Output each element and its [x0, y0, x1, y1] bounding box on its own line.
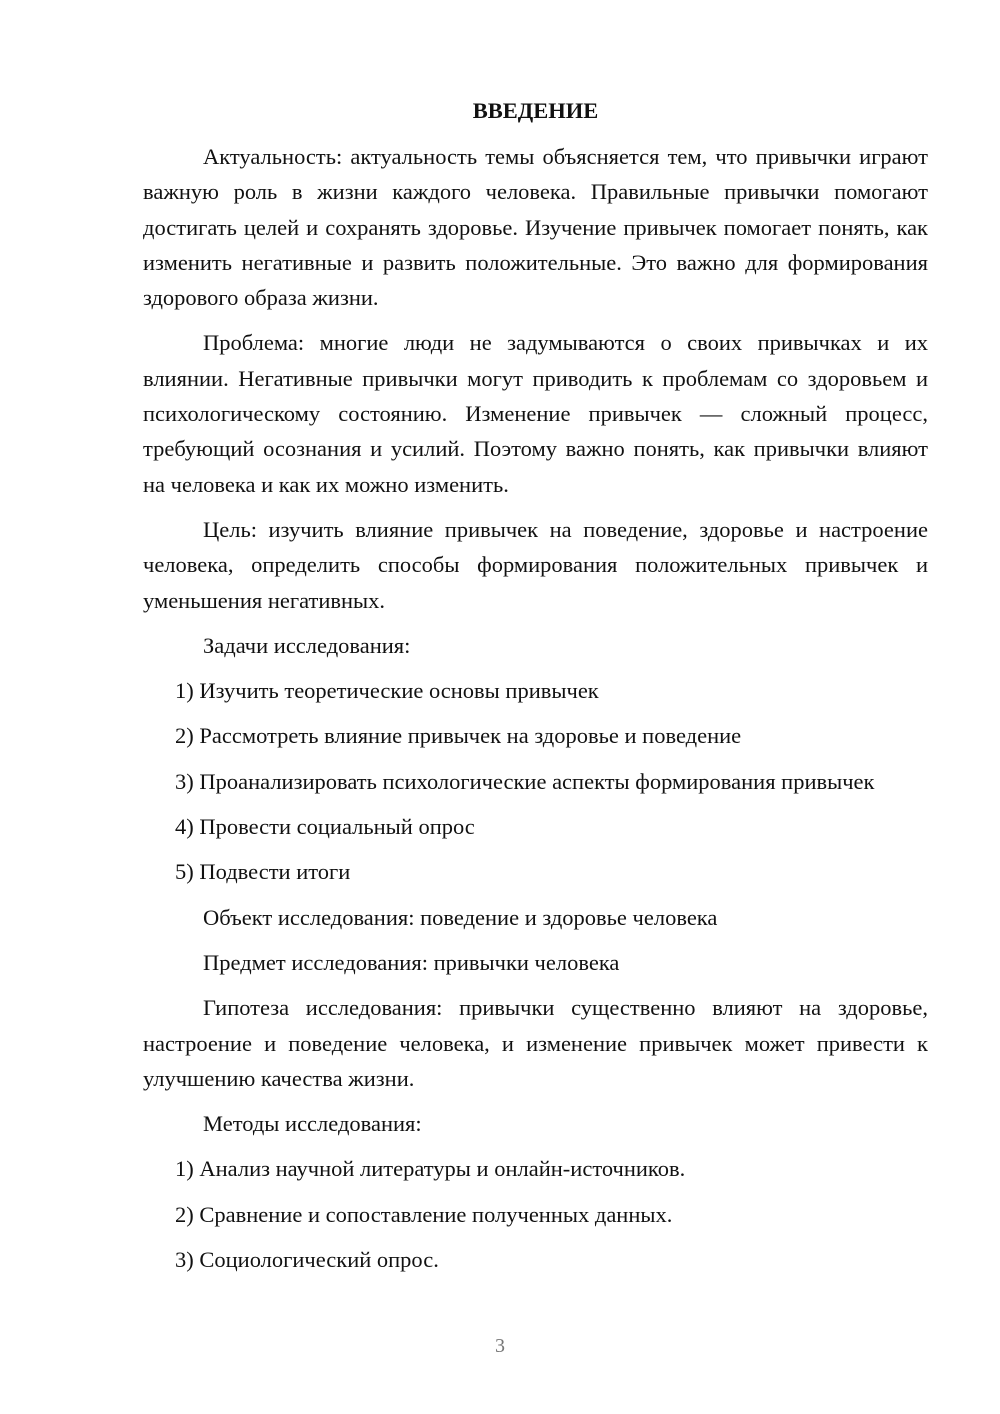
task-item: 1) Изучить теоретические основы привычек: [175, 678, 599, 704]
method-item: 3) Социологический опрос.: [175, 1247, 439, 1273]
paragraph-subject: Предмет исследования: привычки человека: [203, 949, 620, 975]
paragraph-problem: Проблема: многие люди не задумываются о своих привычках и их влиянии. Негативные привычки могут приводить к проблемам со здоровьем и психологическому состоянию. Изменение привычек — сложный процесс, требующий осознания и усилий. Поэтому важно понять, как привычки влияют на человека и как их можно изменить.: [143, 330, 928, 497]
method-item: 1) Анализ научной литературы и онлайн-источников.: [175, 1156, 686, 1182]
task-item: 5) Подвести итоги: [175, 859, 351, 885]
paragraph-goal: Цель: изучить влияние привычек на поведение, здоровье и настроение человека, определить способы формирования положительных привычек и уменьшения негативных.: [143, 516, 928, 613]
page-content: [143, 95, 928, 1287]
page-number: 3: [495, 1335, 505, 1357]
task-item: 3) Проанализировать психологические аспекты формирования привычек: [175, 768, 875, 794]
tasks-heading: Задачи исследования:: [203, 632, 411, 658]
paragraph-relevance: Актуальность: актуальность темы объясняется тем, что привычки играют важную роль в жизни каждого человека. Правильные привычки помогают достигать целей и сохранять здоровье. Изучение привычек помогает понять, как изменить негативные и развить положительные. Это важно для формирования здорового образа жизни.: [143, 144, 928, 311]
task-item: 2) Рассмотреть влияние привычек на здоровье и поведение: [175, 723, 742, 749]
method-item: 2) Сравнение и сопоставление полученных данных.: [175, 1201, 673, 1227]
paragraph-object: Объект исследования: поведение и здоровье человека: [203, 904, 718, 930]
methods-heading: Методы исследования:: [203, 1111, 422, 1137]
task-item: 4) Провести социальный опрос: [175, 814, 475, 840]
paragraph-hypothesis: Гипотеза исследования: привычки существенно влияют на здоровье, настроение и поведение человека, и изменение привычек может привести к улучшению качества жизни.: [143, 995, 928, 1091]
section-title: ВВЕДЕНИЕ: [472, 98, 599, 123]
